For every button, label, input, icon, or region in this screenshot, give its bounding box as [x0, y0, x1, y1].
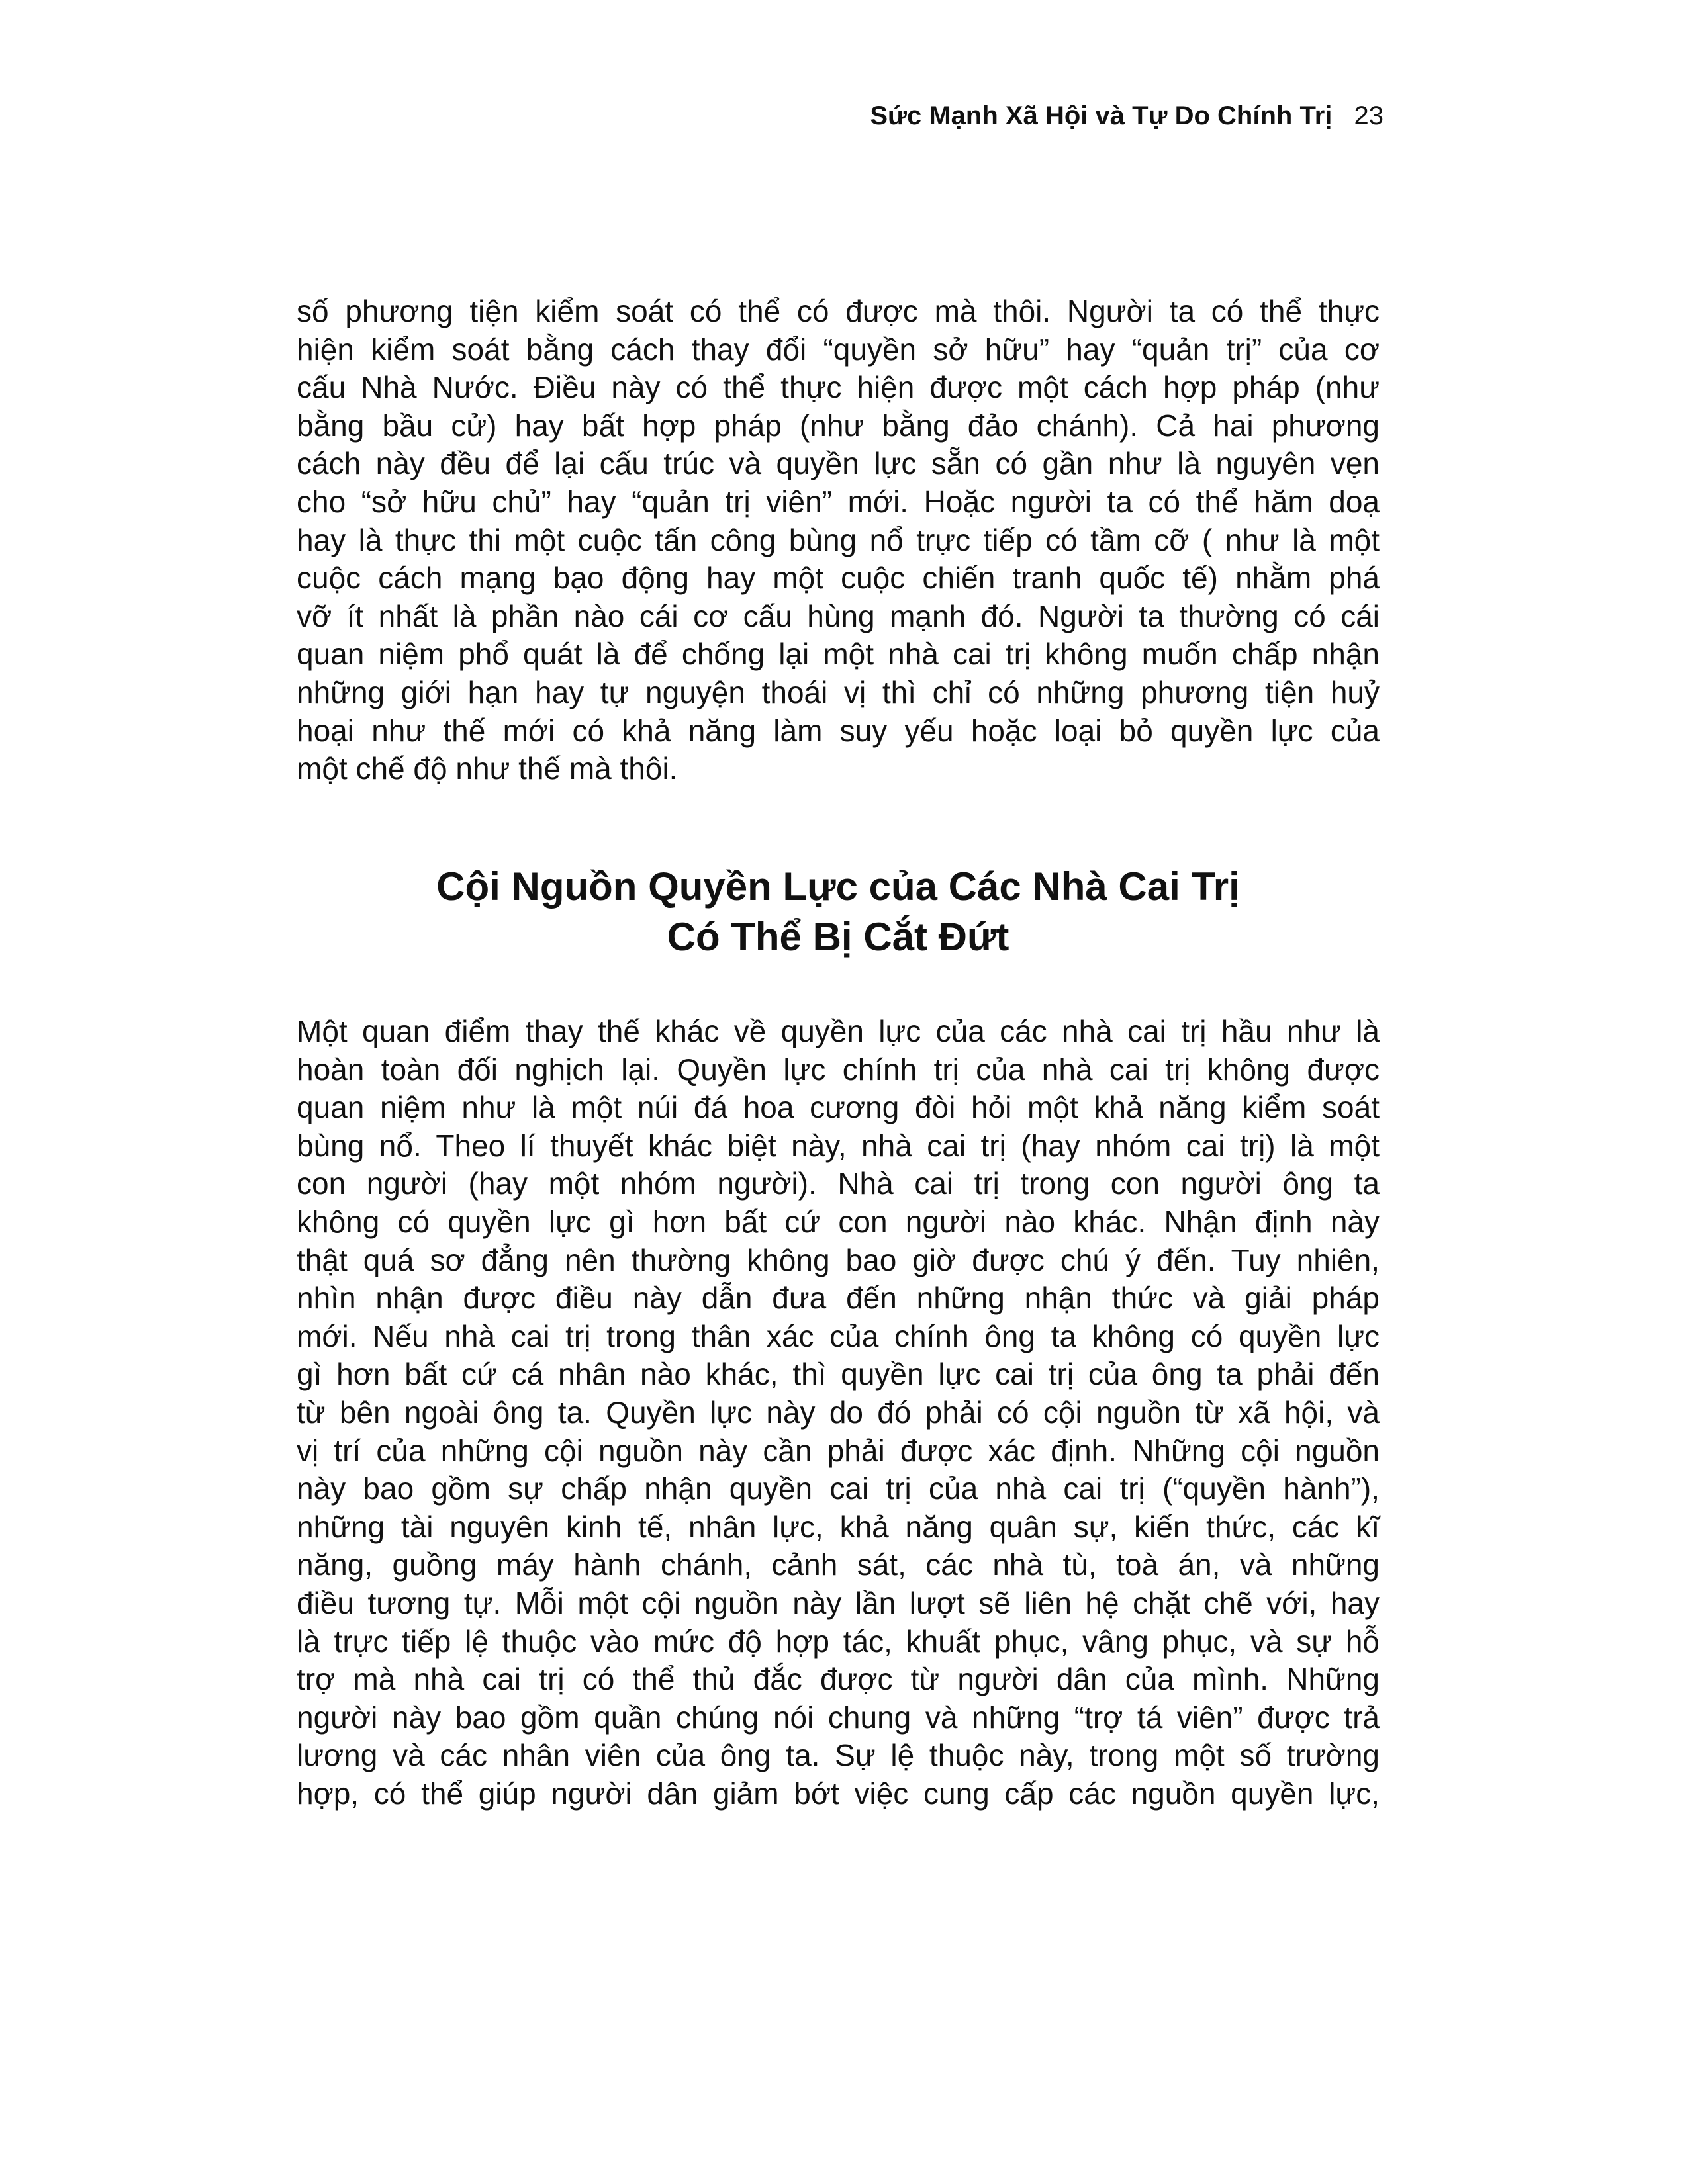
paragraph-line: Một quan điểm thay thế khác về quyền lực của các nhà cai trị hầu như là: [297, 1014, 1380, 1048]
paragraph-line: vị trí của những cội nguồn này cần phải được xác định. Những cội nguồn: [297, 1433, 1380, 1468]
paragraph-line: bùng nổ. Theo lí thuyết khác biệt này, nhà cai trị (hay nhóm cai trị) là một: [297, 1128, 1380, 1163]
paragraph-line: vỡ ít nhất là phần nào cái cơ cấu hùng mạnh đó. Người ta thường có cái: [297, 598, 1380, 633]
paragraph-line: những tài nguyên kinh tế, nhân lực, khả năng quân sự, kiến thức, các kĩ: [297, 1509, 1380, 1544]
paragraph-line: cho “sở hữu chủ” hay “quản trị viên” mới. Hoặc người ta có thể hăm doạ: [297, 484, 1380, 519]
paragraph-line: là trực tiếp lệ thuộc vào mức độ hợp tác, khuất phục, vâng phục, và sự hỗ: [297, 1623, 1380, 1659]
paragraph-line: quan niệm như là một núi đá hoa cương đòi hỏi một khả năng kiểm soát: [297, 1090, 1380, 1125]
paragraph-line: mới. Nếu nhà cai trị trong thân xác của chính ông ta không có quyền lực: [297, 1318, 1380, 1353]
paragraph-line: con người (hay một nhóm người). Nhà cai trị trong con người ông ta: [297, 1166, 1380, 1201]
paragraph-line: cấu Nhà Nước. Điều này có thể thực hiện được một cách hợp pháp (như: [297, 370, 1380, 405]
paragraph-line: cuộc cách mạng bạo động hay một cuộc chiến tranh quốc tế) nhằm phá: [297, 561, 1380, 596]
paragraph-line: hoàn toàn đối nghịch lại. Quyền lực chính trị của nhà cai trị không được: [297, 1052, 1380, 1087]
paragraph-line: cách này đều để lại cấu trúc và quyền lực sẵn có gần như là nguyên vẹn: [297, 446, 1380, 481]
paragraph-line: điều tương tự. Mỗi một cội nguồn này lần lượt sẽ liên hệ chặt chẽ với, hay: [297, 1585, 1380, 1620]
paragraph-line: một chế độ như thế mà thôi.: [297, 751, 678, 786]
paragraph-line: thật quá sơ đẳng nên thường không bao giờ được chú ý đến. Tuy nhiên,: [297, 1242, 1380, 1277]
body-paragraph-2: [297, 1013, 1380, 1813]
running-header: [870, 99, 1383, 132]
paragraph-line: lương và các nhân viên của ông ta. Sự lệ thuộc này, trong một số trường: [297, 1738, 1380, 1773]
section-heading: [297, 862, 1380, 962]
paragraph-line: hiện kiểm soát bằng cách thay đổi “quyền sở hữu” hay “quản trị” của cơ: [297, 332, 1380, 367]
paragraph-line: không có quyền lực gì hơn bất cứ con người nào khác. Nhận định này: [297, 1204, 1380, 1239]
paragraph-line: hay là thực thi một cuộc tấn công bùng nổ trực tiếp có tầm cỡ ( như là một: [297, 522, 1380, 557]
paragraph-line: từ bên ngoài ông ta. Quyền lực này do đó phải có cội nguồn từ xã hội, và: [297, 1394, 1380, 1430]
section-heading-line-2: Có Thể Bị Cắt Đứt: [667, 915, 1009, 959]
paragraph-line: bằng bầu cử) hay bất hợp pháp (như bằng đảo chánh). Cả hai phương: [297, 408, 1380, 443]
paragraph-line: hợp, có thể giúp người dân giảm bớt việc cung cấp các nguồn quyền lực,: [297, 1776, 1380, 1811]
running-title: Sức Mạnh Xã Hội và Tự Do Chính Trị: [870, 101, 1333, 130]
paragraph-line: quan niệm phổ quát là để chống lại một nhà cai trị không muốn chấp nhận: [297, 637, 1380, 672]
paragraph-line: số phương tiện kiểm soát có thể có được mà thôi. Người ta có thể thực: [297, 294, 1380, 328]
page-number: 23: [1354, 101, 1383, 130]
paragraph-line: trợ mà nhà cai trị có thể thủ đắc được từ người dân của mình. Những: [297, 1662, 1380, 1697]
body-paragraph-1: [297, 293, 1380, 788]
paragraph-line: hoại như thế mới có khả năng làm suy yếu hoặc loại bỏ quyền lực của: [297, 713, 1380, 748]
paragraph-line: này bao gồm sự chấp nhận quyền cai trị của nhà cai trị (“quyền hành”),: [297, 1471, 1380, 1506]
paragraph-line: năng, guồng máy hành chánh, cảnh sát, các nhà tù, toà án, và những: [297, 1547, 1380, 1582]
paragraph-line: gì hơn bất cứ cá nhân nào khác, thì quyền lực cai trị của ông ta phải đến: [297, 1357, 1380, 1392]
paragraph-line: người này bao gồm quần chúng nói chung và những “trợ tá viên” được trả: [297, 1700, 1380, 1735]
paragraph-line: những giới hạn hay tự nguyện thoái vị thì chỉ có những phương tiện huỷ: [297, 674, 1380, 709]
section-heading-line-1: Cội Nguồn Quyền Lực của Các Nhà Cai Trị: [436, 864, 1240, 909]
paragraph-line: nhìn nhận được điều này dẫn đưa đến những nhận thức và giải pháp: [297, 1281, 1380, 1316]
